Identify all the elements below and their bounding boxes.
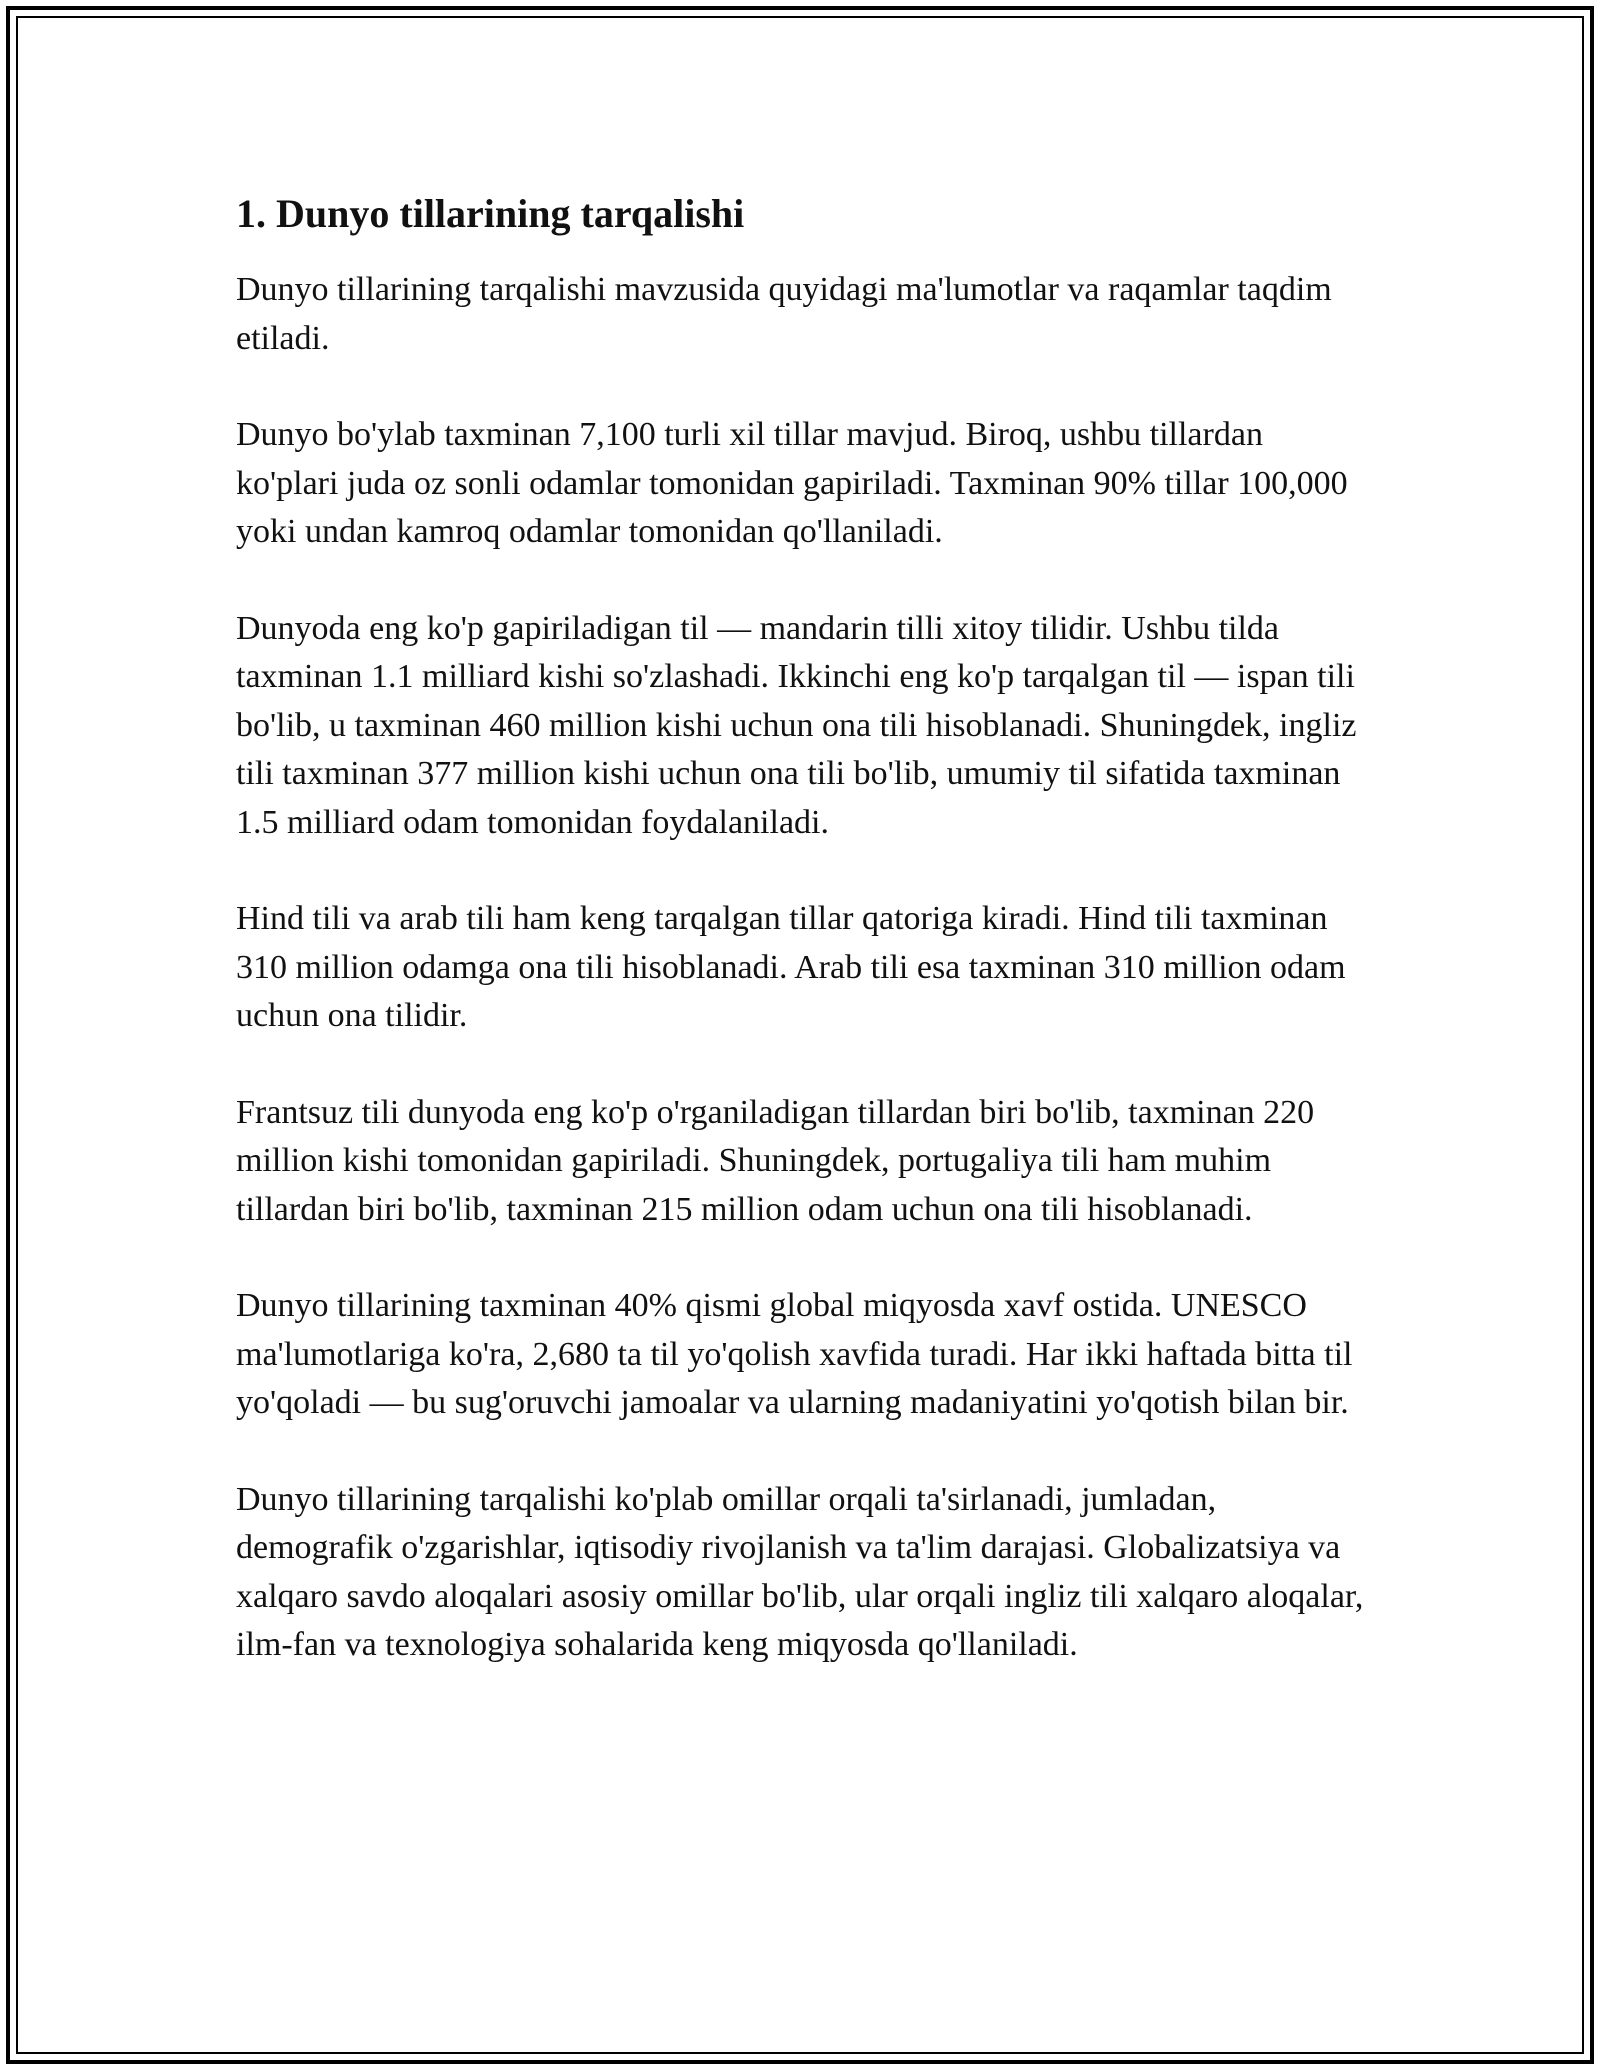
section-heading: 1. Dunyo tillarining tarqalishi [236,191,745,236]
paragraph-most-spoken: Dunyoda eng ko'p gapiriladigan til — mandarin tilli xitoy tilidir. Ushbu tilda taxminan 1.1 milliard kishi so'zlashadi. Ikkinchi eng ko'p tarqalgan til — ispan tili bo'lib, u taxminan 460 million kishi uchun ona tili hisoblanadi. Shuningdek, ingliz tili taxminan 377 million kishi uchun ona tili bo'lib, umumiy til sifatida taxminan 1.5 milliard odam tomonidan foydalaniladi. [236,609,1357,841]
document-body [236,186,1366,1718]
paragraph-french-portuguese: Frantsuz tili dunyoda eng ko'p o'rganiladigan tillardan biri bo'lib, taxminan 220 million kishi tomonidan gapiriladi. Shuningdek, portugaliya tili ham muhim tillardan biri bo'lib, taxminan 215 million odam uchun ona tili hisoblanadi. [236,1093,1315,1228]
paragraph-hindi-arabic: Hind tili va arab tili ham keng tarqalgan tillar qatoriga kiradi. Hind tili taxminan 310 million odamga ona tili hisoblanadi. Arab tili esa taxminan 310 million odam uchun ona tilidir. [236,900,1346,1034]
paragraph-intro: Dunyo tillarining tarqalishi mavzusida quyidagi ma'lumotlar va raqamlar taqdim etiladi. [236,271,1332,357]
paragraph-factors: Dunyo tillarining tarqalishi ko'plab omillar orqali ta'sirlanadi, jumladan, demografik o'zgarishlar, iqtisodiy rivojlanish va ta'lim darajasi. Globalizatsiya va xalqaro savdo aloqalari asosiy omillar bo'lib, ular orqali ingliz tili xalqaro aloqalar, ilm-fan va texnologiya sohalarida keng miqyosda qo'llaniladi. [236,1480,1364,1663]
paragraph-endangered: Dunyo tillarining taxminan 40% qismi global miqyosda xavf ostida. UNESCO ma'lumotlariga ko'ra, 2,680 ta til yo'qolish xavfida turadi. Har ikki haftada bitta til yo'qoladi — bu sug'oruvchi jamoalar va ularning madaniyatini yo'qotish bilan bir. [236,1287,1353,1421]
paragraph-language-count: Dunyo bo'ylab taxminan 7,100 turli xil tillar mavjud. Biroq, ushbu tillardan ko'plari juda oz sonli odamlar tomonidan gapiriladi. Taxminan 90% tillar 100,000 yoki undan kamroq odamlar tomonidan qo'llaniladi. [236,416,1348,550]
